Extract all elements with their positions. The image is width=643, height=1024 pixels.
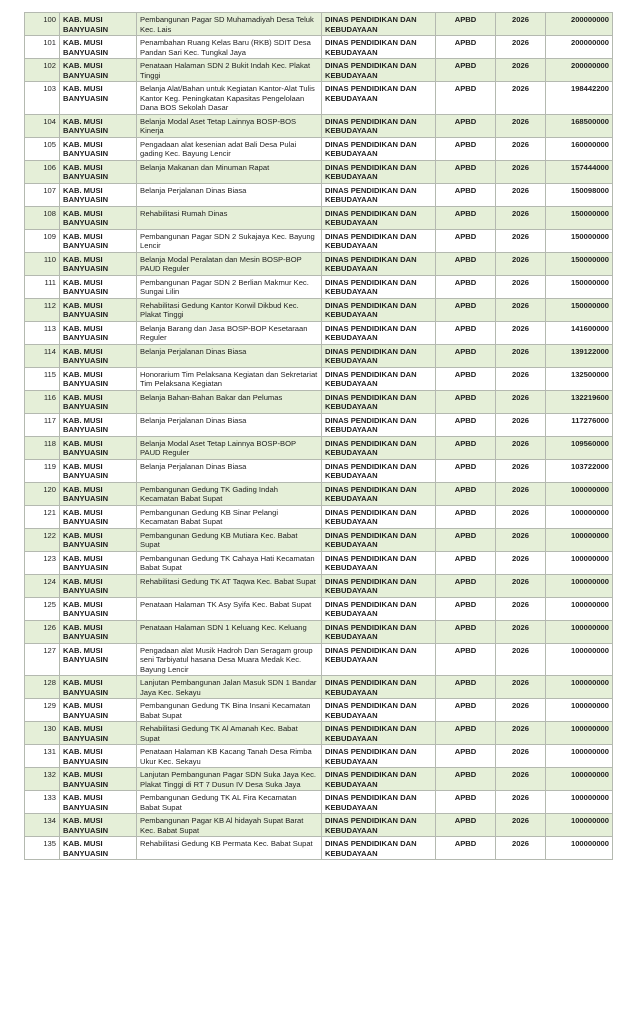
amount-cell: 100000000: [546, 699, 613, 722]
table-row: [25, 505, 613, 528]
activity-cell: Lanjutan Pembangunan Pagar SDN Suka Jaya Kec. Plakat Tinggi di RT 7 Dusun IV Desa Suka Jaya: [137, 768, 322, 791]
row-number: 119: [25, 459, 60, 482]
table-row: [25, 321, 613, 344]
agency-cell: DINAS PENDIDIKAN DAN KEBUDAYAAN: [322, 837, 436, 860]
activity-cell: Rehabilitasi Gedung TK Al Amanah Kec. Babat Supat: [137, 722, 322, 745]
year-cell: 2026: [496, 390, 546, 413]
activity-cell: Belanja Perjalanan Dinas Biasa: [137, 413, 322, 436]
amount-cell: 157444000: [546, 160, 613, 183]
row-number: 117: [25, 413, 60, 436]
agency-cell: DINAS PENDIDIKAN DAN KEBUDAYAAN: [322, 183, 436, 206]
table-row: [25, 413, 613, 436]
row-number: 101: [25, 36, 60, 59]
table-row: [25, 344, 613, 367]
agency-cell: DINAS PENDIDIKAN DAN KEBUDAYAAN: [322, 699, 436, 722]
table-row: [25, 206, 613, 229]
fund-source-cell: APBD: [436, 814, 496, 837]
year-cell: 2026: [496, 137, 546, 160]
year-cell: 2026: [496, 252, 546, 275]
table-row: [25, 620, 613, 643]
amount-cell: 132219600: [546, 390, 613, 413]
table-row: [25, 791, 613, 814]
amount-cell: 200000000: [546, 13, 613, 36]
activity-cell: Penataan Halaman TK Asy Syifa Kec. Babat Supat: [137, 597, 322, 620]
fund-source-cell: APBD: [436, 13, 496, 36]
activity-cell: Pengadaan alat kesenian adat Bali Desa Pulai gading Kec. Bayung Lencir: [137, 137, 322, 160]
table-row: [25, 390, 613, 413]
regency-cell: KAB. MUSI BANYUASIN: [60, 643, 137, 676]
row-number: 109: [25, 229, 60, 252]
fund-source-cell: APBD: [436, 837, 496, 860]
regency-cell: KAB. MUSI BANYUASIN: [60, 574, 137, 597]
fund-source-cell: APBD: [436, 722, 496, 745]
activity-cell: Belanja Modal Aset Tetap Lainnya BOSP-BOS Kinerja: [137, 114, 322, 137]
table-row: [25, 59, 613, 82]
table-row: [25, 699, 613, 722]
amount-cell: 100000000: [546, 643, 613, 676]
fund-source-cell: APBD: [436, 137, 496, 160]
fund-source-cell: APBD: [436, 229, 496, 252]
year-cell: 2026: [496, 436, 546, 459]
activity-cell: Penataan Halaman SDN 2 Bukit Indah Kec. Plakat Tinggi: [137, 59, 322, 82]
table-row: [25, 13, 613, 36]
table-row: [25, 722, 613, 745]
amount-cell: 100000000: [546, 597, 613, 620]
agency-cell: DINAS PENDIDIKAN DAN KEBUDAYAAN: [322, 344, 436, 367]
table-row: [25, 643, 613, 676]
table-row: [25, 814, 613, 837]
fund-source-cell: APBD: [436, 59, 496, 82]
row-number: 127: [25, 643, 60, 676]
year-cell: 2026: [496, 13, 546, 36]
amount-cell: 100000000: [546, 791, 613, 814]
agency-cell: DINAS PENDIDIKAN DAN KEBUDAYAAN: [322, 275, 436, 298]
agency-cell: DINAS PENDIDIKAN DAN KEBUDAYAAN: [322, 791, 436, 814]
agency-cell: DINAS PENDIDIKAN DAN KEBUDAYAAN: [322, 36, 436, 59]
fund-source-cell: APBD: [436, 459, 496, 482]
agency-cell: DINAS PENDIDIKAN DAN KEBUDAYAAN: [322, 206, 436, 229]
activity-cell: Pembangunan Pagar SD Muhamadiyah Desa Teluk Kec. Lais: [137, 13, 322, 36]
table-row: [25, 768, 613, 791]
fund-source-cell: APBD: [436, 528, 496, 551]
regency-cell: KAB. MUSI BANYUASIN: [60, 768, 137, 791]
activity-cell: Lanjutan Pembangunan Jalan Masuk SDN 1 Bandar Jaya Kec. Sekayu: [137, 676, 322, 699]
amount-cell: 100000000: [546, 722, 613, 745]
activity-cell: Pembangunan Pagar SDN 2 Sukajaya Kec. Bayung Lencir: [137, 229, 322, 252]
year-cell: 2026: [496, 367, 546, 390]
regency-cell: KAB. MUSI BANYUASIN: [60, 505, 137, 528]
agency-cell: DINAS PENDIDIKAN DAN KEBUDAYAAN: [322, 574, 436, 597]
row-number: 116: [25, 390, 60, 413]
year-cell: 2026: [496, 344, 546, 367]
row-number: 131: [25, 745, 60, 768]
amount-cell: 150098000: [546, 183, 613, 206]
fund-source-cell: APBD: [436, 551, 496, 574]
fund-source-cell: APBD: [436, 413, 496, 436]
activity-cell: Pengadaan alat Musik Hadroh Dan Seragam group seni Tarbiyatul hasana Desa Muara Medak Kec. Bayung Lencir: [137, 643, 322, 676]
year-cell: 2026: [496, 206, 546, 229]
regency-cell: KAB. MUSI BANYUASIN: [60, 321, 137, 344]
year-cell: 2026: [496, 791, 546, 814]
activity-cell: Rehabilitasi Rumah Dinas: [137, 206, 322, 229]
table-row: [25, 837, 613, 860]
year-cell: 2026: [496, 505, 546, 528]
row-number: 100: [25, 13, 60, 36]
regency-cell: KAB. MUSI BANYUASIN: [60, 837, 137, 860]
regency-cell: KAB. MUSI BANYUASIN: [60, 413, 137, 436]
regency-cell: KAB. MUSI BANYUASIN: [60, 252, 137, 275]
row-number: 114: [25, 344, 60, 367]
agency-cell: DINAS PENDIDIKAN DAN KEBUDAYAAN: [322, 768, 436, 791]
regency-cell: KAB. MUSI BANYUASIN: [60, 791, 137, 814]
activity-cell: Pembangunan Pagar KB Al hidayah Supat Barat Kec. Babat Supat: [137, 814, 322, 837]
amount-cell: 150000000: [546, 298, 613, 321]
row-number: 104: [25, 114, 60, 137]
fund-source-cell: APBD: [436, 676, 496, 699]
row-number: 107: [25, 183, 60, 206]
row-number: 110: [25, 252, 60, 275]
table-row: [25, 275, 613, 298]
table-row: [25, 82, 613, 115]
row-number: 128: [25, 676, 60, 699]
year-cell: 2026: [496, 321, 546, 344]
table-row: [25, 298, 613, 321]
regency-cell: KAB. MUSI BANYUASIN: [60, 114, 137, 137]
regency-cell: KAB. MUSI BANYUASIN: [60, 206, 137, 229]
row-number: 126: [25, 620, 60, 643]
fund-source-cell: APBD: [436, 745, 496, 768]
agency-cell: DINAS PENDIDIKAN DAN KEBUDAYAAN: [322, 643, 436, 676]
fund-source-cell: APBD: [436, 275, 496, 298]
table-row: [25, 574, 613, 597]
row-number: 106: [25, 160, 60, 183]
table-row: [25, 367, 613, 390]
amount-cell: 100000000: [546, 620, 613, 643]
regency-cell: KAB. MUSI BANYUASIN: [60, 551, 137, 574]
activity-cell: Belanja Modal Peralatan dan Mesin BOSP-BOP PAUD Reguler: [137, 252, 322, 275]
year-cell: 2026: [496, 59, 546, 82]
activity-cell: Pembangunan Gedung TK Cahaya Hati Kecamatan Babat Supat: [137, 551, 322, 574]
regency-cell: KAB. MUSI BANYUASIN: [60, 298, 137, 321]
table-row: [25, 229, 613, 252]
activity-cell: Belanja Perjalanan Dinas Biasa: [137, 344, 322, 367]
year-cell: 2026: [496, 482, 546, 505]
activity-cell: Penataan Halaman KB Kacang Tanah Desa Rimba Ukur Kec. Sekayu: [137, 745, 322, 768]
row-number: 120: [25, 482, 60, 505]
year-cell: 2026: [496, 837, 546, 860]
table-row: [25, 745, 613, 768]
amount-cell: 139122000: [546, 344, 613, 367]
year-cell: 2026: [496, 36, 546, 59]
table-row: [25, 676, 613, 699]
year-cell: 2026: [496, 114, 546, 137]
regency-cell: KAB. MUSI BANYUASIN: [60, 597, 137, 620]
amount-cell: 168500000: [546, 114, 613, 137]
agency-cell: DINAS PENDIDIKAN DAN KEBUDAYAAN: [322, 505, 436, 528]
activity-cell: Rehabilitasi Gedung Kantor Korwil Dikbud Kec. Plakat Tinggi: [137, 298, 322, 321]
agency-cell: DINAS PENDIDIKAN DAN KEBUDAYAAN: [322, 59, 436, 82]
agency-cell: DINAS PENDIDIKAN DAN KEBUDAYAAN: [322, 676, 436, 699]
regency-cell: KAB. MUSI BANYUASIN: [60, 390, 137, 413]
row-number: 102: [25, 59, 60, 82]
activity-cell: Rehabilitasi Gedung TK AT Taqwa Kec. Babat Supat: [137, 574, 322, 597]
fund-source-cell: APBD: [436, 252, 496, 275]
agency-cell: DINAS PENDIDIKAN DAN KEBUDAYAAN: [322, 482, 436, 505]
table-row: [25, 137, 613, 160]
amount-cell: 100000000: [546, 837, 613, 860]
amount-cell: 200000000: [546, 59, 613, 82]
row-number: 115: [25, 367, 60, 390]
fund-source-cell: APBD: [436, 791, 496, 814]
fund-source-cell: APBD: [436, 482, 496, 505]
row-number: 130: [25, 722, 60, 745]
agency-cell: DINAS PENDIDIKAN DAN KEBUDAYAAN: [322, 436, 436, 459]
fund-source-cell: APBD: [436, 36, 496, 59]
activity-cell: Belanja Modal Aset Tetap Lainnya BOSP-BOP PAUD Reguler: [137, 436, 322, 459]
row-number: 112: [25, 298, 60, 321]
agency-cell: DINAS PENDIDIKAN DAN KEBUDAYAAN: [322, 298, 436, 321]
fund-source-cell: APBD: [436, 367, 496, 390]
fund-source-cell: APBD: [436, 574, 496, 597]
agency-cell: DINAS PENDIDIKAN DAN KEBUDAYAAN: [322, 597, 436, 620]
agency-cell: DINAS PENDIDIKAN DAN KEBUDAYAAN: [322, 814, 436, 837]
row-number: 113: [25, 321, 60, 344]
fund-source-cell: APBD: [436, 643, 496, 676]
agency-cell: DINAS PENDIDIKAN DAN KEBUDAYAAN: [322, 551, 436, 574]
agency-cell: DINAS PENDIDIKAN DAN KEBUDAYAAN: [322, 413, 436, 436]
regency-cell: KAB. MUSI BANYUASIN: [60, 459, 137, 482]
activity-cell: Pembangunan Gedung TK Bina Insani Kecamatan Babat Supat: [137, 699, 322, 722]
year-cell: 2026: [496, 745, 546, 768]
amount-cell: 109560000: [546, 436, 613, 459]
activity-cell: Belanja Perjalanan Dinas Biasa: [137, 183, 322, 206]
regency-cell: KAB. MUSI BANYUASIN: [60, 699, 137, 722]
agency-cell: DINAS PENDIDIKAN DAN KEBUDAYAAN: [322, 82, 436, 115]
amount-cell: 100000000: [546, 551, 613, 574]
regency-cell: KAB. MUSI BANYUASIN: [60, 344, 137, 367]
table-row: [25, 36, 613, 59]
year-cell: 2026: [496, 183, 546, 206]
year-cell: 2026: [496, 643, 546, 676]
regency-cell: KAB. MUSI BANYUASIN: [60, 59, 137, 82]
agency-cell: DINAS PENDIDIKAN DAN KEBUDAYAAN: [322, 114, 436, 137]
regency-cell: KAB. MUSI BANYUASIN: [60, 13, 137, 36]
agency-cell: DINAS PENDIDIKAN DAN KEBUDAYAAN: [322, 137, 436, 160]
row-number: 118: [25, 436, 60, 459]
table-row: [25, 551, 613, 574]
activity-cell: Pembangunan Gedung KB Sinar Pelangi Kecamatan Babat Supat: [137, 505, 322, 528]
year-cell: 2026: [496, 528, 546, 551]
fund-source-cell: APBD: [436, 768, 496, 791]
amount-cell: 100000000: [546, 768, 613, 791]
table-row: [25, 160, 613, 183]
fund-source-cell: APBD: [436, 390, 496, 413]
fund-source-cell: APBD: [436, 620, 496, 643]
amount-cell: 100000000: [546, 482, 613, 505]
year-cell: 2026: [496, 229, 546, 252]
regency-cell: KAB. MUSI BANYUASIN: [60, 436, 137, 459]
fund-source-cell: APBD: [436, 321, 496, 344]
agency-cell: DINAS PENDIDIKAN DAN KEBUDAYAAN: [322, 13, 436, 36]
year-cell: 2026: [496, 459, 546, 482]
regency-cell: KAB. MUSI BANYUASIN: [60, 183, 137, 206]
row-number: 133: [25, 791, 60, 814]
activity-cell: Penambahan Ruang Kelas Baru (RKB) SDIT Desa Pandan Sari Kec. Tungkal Jaya: [137, 36, 322, 59]
year-cell: 2026: [496, 298, 546, 321]
activity-cell: Belanja Perjalanan Dinas Biasa: [137, 459, 322, 482]
year-cell: 2026: [496, 597, 546, 620]
regency-cell: KAB. MUSI BANYUASIN: [60, 814, 137, 837]
amount-cell: 100000000: [546, 676, 613, 699]
table-row: [25, 436, 613, 459]
year-cell: 2026: [496, 620, 546, 643]
row-number: 129: [25, 699, 60, 722]
agency-cell: DINAS PENDIDIKAN DAN KEBUDAYAAN: [322, 160, 436, 183]
agency-cell: DINAS PENDIDIKAN DAN KEBUDAYAAN: [322, 229, 436, 252]
amount-cell: 150000000: [546, 252, 613, 275]
year-cell: 2026: [496, 574, 546, 597]
table-row: [25, 183, 613, 206]
row-number: 103: [25, 82, 60, 115]
activity-cell: Pembangunan Gedung KB Mutiara Kec. Babat Supat: [137, 528, 322, 551]
activity-cell: Pembangunan Gedung TK Gading Indah Kecamatan Babat Supat: [137, 482, 322, 505]
regency-cell: KAB. MUSI BANYUASIN: [60, 137, 137, 160]
year-cell: 2026: [496, 722, 546, 745]
row-number: 134: [25, 814, 60, 837]
year-cell: 2026: [496, 814, 546, 837]
fund-source-cell: APBD: [436, 699, 496, 722]
table-body: [25, 13, 613, 860]
row-number: 105: [25, 137, 60, 160]
year-cell: 2026: [496, 699, 546, 722]
fund-source-cell: APBD: [436, 183, 496, 206]
year-cell: 2026: [496, 551, 546, 574]
row-number: 108: [25, 206, 60, 229]
regency-cell: KAB. MUSI BANYUASIN: [60, 367, 137, 390]
fund-source-cell: APBD: [436, 597, 496, 620]
table-row: [25, 459, 613, 482]
activity-cell: Pembangunan Gedung TK AL Fira Kecamatan Babat Supat: [137, 791, 322, 814]
table-row: [25, 597, 613, 620]
activity-cell: Honorarium Tim Pelaksana Kegiatan dan Sekretariat Tim Pelaksana Kegiatan: [137, 367, 322, 390]
table-row: [25, 114, 613, 137]
activity-cell: Rehabilitasi Gedung KB Permata Kec. Babat Supat: [137, 837, 322, 860]
regency-cell: KAB. MUSI BANYUASIN: [60, 528, 137, 551]
row-number: 111: [25, 275, 60, 298]
agency-cell: DINAS PENDIDIKAN DAN KEBUDAYAAN: [322, 745, 436, 768]
row-number: 124: [25, 574, 60, 597]
year-cell: 2026: [496, 768, 546, 791]
regency-cell: KAB. MUSI BANYUASIN: [60, 676, 137, 699]
amount-cell: 150000000: [546, 206, 613, 229]
amount-cell: 132500000: [546, 367, 613, 390]
agency-cell: DINAS PENDIDIKAN DAN KEBUDAYAAN: [322, 321, 436, 344]
row-number: 123: [25, 551, 60, 574]
activity-cell: Penataan Halaman SDN 1 Keluang Kec. Keluang: [137, 620, 322, 643]
amount-cell: 100000000: [546, 574, 613, 597]
activity-cell: Belanja Bahan-Bahan Bakar dan Pelumas: [137, 390, 322, 413]
agency-cell: DINAS PENDIDIKAN DAN KEBUDAYAAN: [322, 459, 436, 482]
regency-cell: KAB. MUSI BANYUASIN: [60, 275, 137, 298]
regency-cell: KAB. MUSI BANYUASIN: [60, 160, 137, 183]
amount-cell: 141600000: [546, 321, 613, 344]
regency-cell: KAB. MUSI BANYUASIN: [60, 722, 137, 745]
row-number: 135: [25, 837, 60, 860]
amount-cell: 198442200: [546, 82, 613, 115]
fund-source-cell: APBD: [436, 114, 496, 137]
regency-cell: KAB. MUSI BANYUASIN: [60, 482, 137, 505]
amount-cell: 200000000: [546, 36, 613, 59]
fund-source-cell: APBD: [436, 160, 496, 183]
amount-cell: 150000000: [546, 275, 613, 298]
amount-cell: 100000000: [546, 528, 613, 551]
year-cell: 2026: [496, 160, 546, 183]
year-cell: 2026: [496, 676, 546, 699]
amount-cell: 100000000: [546, 505, 613, 528]
regency-cell: KAB. MUSI BANYUASIN: [60, 229, 137, 252]
agency-cell: DINAS PENDIDIKAN DAN KEBUDAYAAN: [322, 620, 436, 643]
fund-source-cell: APBD: [436, 505, 496, 528]
row-number: 121: [25, 505, 60, 528]
activity-cell: Belanja Alat/Bahan untuk Kegiatan Kantor-Alat Tulis Kantor Keg. Peningkatan Kapasitas Pengelolaan Dana BOS Sekolah Dasar: [137, 82, 322, 115]
amount-cell: 160000000: [546, 137, 613, 160]
amount-cell: 100000000: [546, 814, 613, 837]
table-row: [25, 528, 613, 551]
regency-cell: KAB. MUSI BANYUASIN: [60, 82, 137, 115]
budget-table: [24, 12, 613, 860]
fund-source-cell: APBD: [436, 436, 496, 459]
amount-cell: 100000000: [546, 745, 613, 768]
agency-cell: DINAS PENDIDIKAN DAN KEBUDAYAAN: [322, 367, 436, 390]
activity-cell: Belanja Makanan dan Minuman Rapat: [137, 160, 322, 183]
fund-source-cell: APBD: [436, 298, 496, 321]
table-row: [25, 252, 613, 275]
year-cell: 2026: [496, 275, 546, 298]
activity-cell: Pembangunan Pagar SDN 2 Berlian Makmur Kec. Sungai Lilin: [137, 275, 322, 298]
table-row: [25, 482, 613, 505]
fund-source-cell: APBD: [436, 206, 496, 229]
amount-cell: 103722000: [546, 459, 613, 482]
row-number: 125: [25, 597, 60, 620]
regency-cell: KAB. MUSI BANYUASIN: [60, 620, 137, 643]
agency-cell: DINAS PENDIDIKAN DAN KEBUDAYAAN: [322, 390, 436, 413]
agency-cell: DINAS PENDIDIKAN DAN KEBUDAYAAN: [322, 722, 436, 745]
amount-cell: 117276000: [546, 413, 613, 436]
amount-cell: 150000000: [546, 229, 613, 252]
fund-source-cell: APBD: [436, 344, 496, 367]
year-cell: 2026: [496, 413, 546, 436]
agency-cell: DINAS PENDIDIKAN DAN KEBUDAYAAN: [322, 528, 436, 551]
row-number: 122: [25, 528, 60, 551]
agency-cell: DINAS PENDIDIKAN DAN KEBUDAYAAN: [322, 252, 436, 275]
fund-source-cell: APBD: [436, 82, 496, 115]
year-cell: 2026: [496, 82, 546, 115]
regency-cell: KAB. MUSI BANYUASIN: [60, 36, 137, 59]
regency-cell: KAB. MUSI BANYUASIN: [60, 745, 137, 768]
row-number: 132: [25, 768, 60, 791]
activity-cell: Belanja Barang dan Jasa BOSP-BOP Kesetaraan Reguler: [137, 321, 322, 344]
